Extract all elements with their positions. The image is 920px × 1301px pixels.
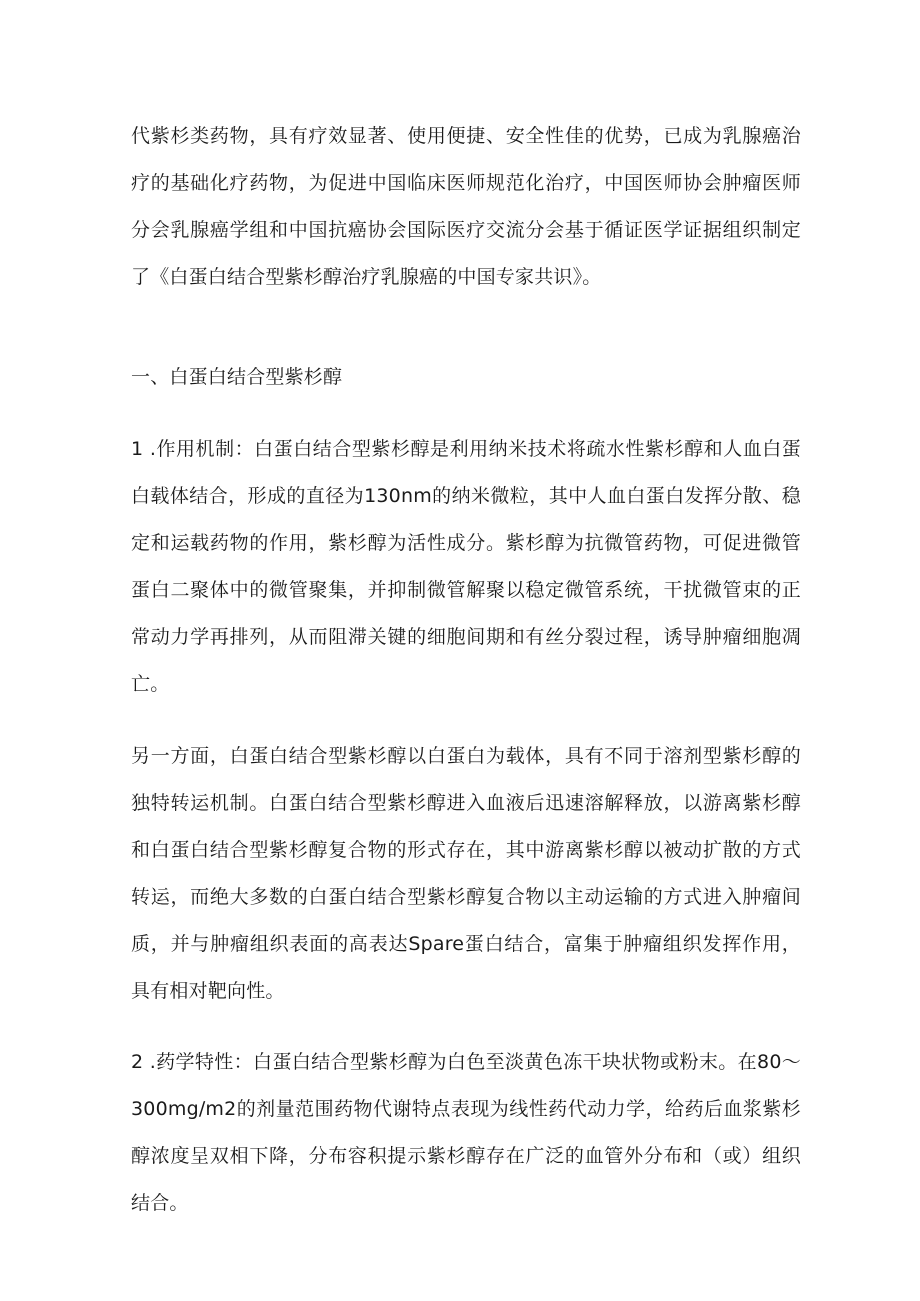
mechanism-paragraph: 1 .作用机制：白蛋白结合型紫杉醇是利用纳米技术将疏水性紫杉醇和人血白蛋白载体结合，形成的直径为130nm的纳米微粒，其中人血白蛋白发挥分散、稳定和运载药物的作用，紫杉醇为活性成分。紫杉醇为抗微管药物，可促进微管蛋白二聚体中的微管聚集，并抑制微管解聚以稳定微管系统，干扰微管束的正常动力学再排列，从而阻滞关键的细胞间期和有丝分裂过程，诱导肿瘤细胞凋亡。	[131, 438, 801, 695]
pharmacology-paragraph: 2 .药学特性：白蛋白结合型紫杉醇为白色至淡黄色冻干块状物或粉末。在80〜300mg∕m2的剂量范围药物代谢特点表现为线性药代动力学，给药后血浆紫杉醇浓度呈双相下降，分布容积提示紫杉醇存在广泛的血管外分布和（或）组织结合。	[131, 1051, 801, 1214]
transport-paragraph: 另一方面，白蛋白结合型紫杉醇以白蛋白为载体，具有不同于溶剂型紫杉醇的独特转运机制。白蛋白结合型紫杉醇进入血液后迅速溶解释放，以游离紫杉醇和白蛋白结合型紫杉醇复合物的形式存在，其中游离紫杉醇以被动扩散的方式转运，而绝大多数的白蛋白结合型紫杉醇复合物以主动运输的方式进入肿瘤间质，并与肿瘤组织表面的高表达Spare蛋白结合，富集于肿瘤组织发挥作用，具有相对靶向性。	[131, 745, 801, 1002]
section-heading: 一、白蛋白结合型紫杉醇	[131, 366, 343, 388]
intro-paragraph: 代紫杉类药物，具有疗效显著、使用便捷、安全性佳的优势，已成为乳腺癌治疗的基础化疗药物，为促进中国临床医师规范化治疗，中国医师协会肿瘤医师分会乳腺癌学组和中国抗癌协会国际医疗交流分会基于循证医学证据组织制定了《白蛋白结合型紫杉醇治疗乳腺癌的中国专家共识》。	[131, 125, 801, 288]
